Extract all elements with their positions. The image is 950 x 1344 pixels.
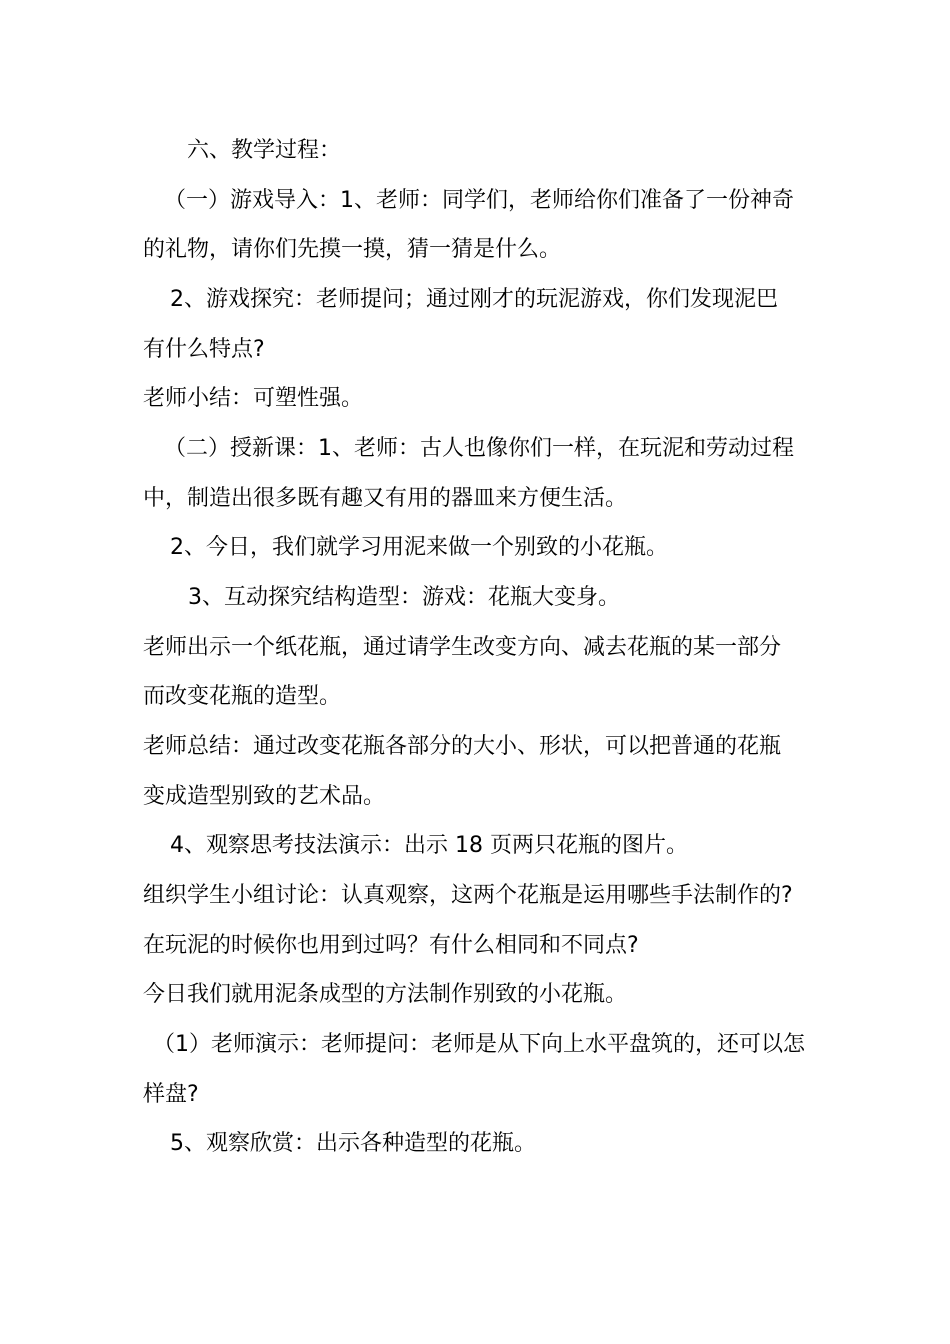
paragraph-line: （1）老师演示：老师提问：老师是从下向上水平盘筑的，还可以怎 (153, 1032, 805, 1057)
paragraph-line: 5、观察欣赏：出示各种造型的花瓶。 (170, 1131, 536, 1156)
paragraph-line: 3、互动探究结构造型：游戏：花瓶大变身。 (188, 585, 620, 610)
paragraph-line: 4、观察思考技法演示：出示 18 页两只花瓶的图片。 (170, 833, 688, 858)
paragraph-line: （一）游戏导入：1、老师：同学们，老师给你们准备了一份神奇 (164, 188, 794, 213)
paragraph-line: （二）授新课：1、老师：古人也像你们一样，在玩泥和劳动过程 (164, 436, 794, 461)
paragraph-line: 老师小结：可塑性强。 (143, 386, 364, 411)
paragraph-line: 样盘? (143, 1082, 199, 1107)
paragraph-line: 的礼物，请你们先摸一摸，猜一猜是什么。 (143, 237, 562, 262)
paragraph-line: 今日我们就用泥条成型的方法制作别致的小花瓶。 (143, 982, 628, 1007)
paragraph-line: 老师总结：通过改变花瓶各部分的大小、形状，可以把普通的花瓶 (143, 734, 782, 759)
paragraph-line: 变成造型别致的艺术品。 (143, 784, 386, 809)
paragraph-line: 在玩泥的时候你也用到过吗？有什么相同和不同点? (143, 933, 639, 958)
paragraph-line: 2、游戏探究：老师提问；通过刚才的玩泥游戏，你们发现泥巴 (170, 287, 778, 312)
paragraph-line: 2、今日，我们就学习用泥来做一个别致的小花瓶。 (170, 535, 668, 560)
paragraph-line: 中，制造出很多既有趣又有用的器皿来方便生活。 (143, 486, 628, 511)
paragraph-line: 老师出示一个纸花瓶，通过请学生改变方向、减去花瓶的某一部分 (143, 635, 782, 660)
paragraph-line: 组织学生小组讨论：认真观察，这两个花瓶是运用哪些手法制作的? (143, 883, 793, 908)
section-heading-teaching-process: 六、教学过程： (187, 138, 342, 163)
paragraph-line: 有什么特点? (143, 337, 265, 362)
paragraph-line: 而改变花瓶的造型。 (143, 684, 342, 709)
